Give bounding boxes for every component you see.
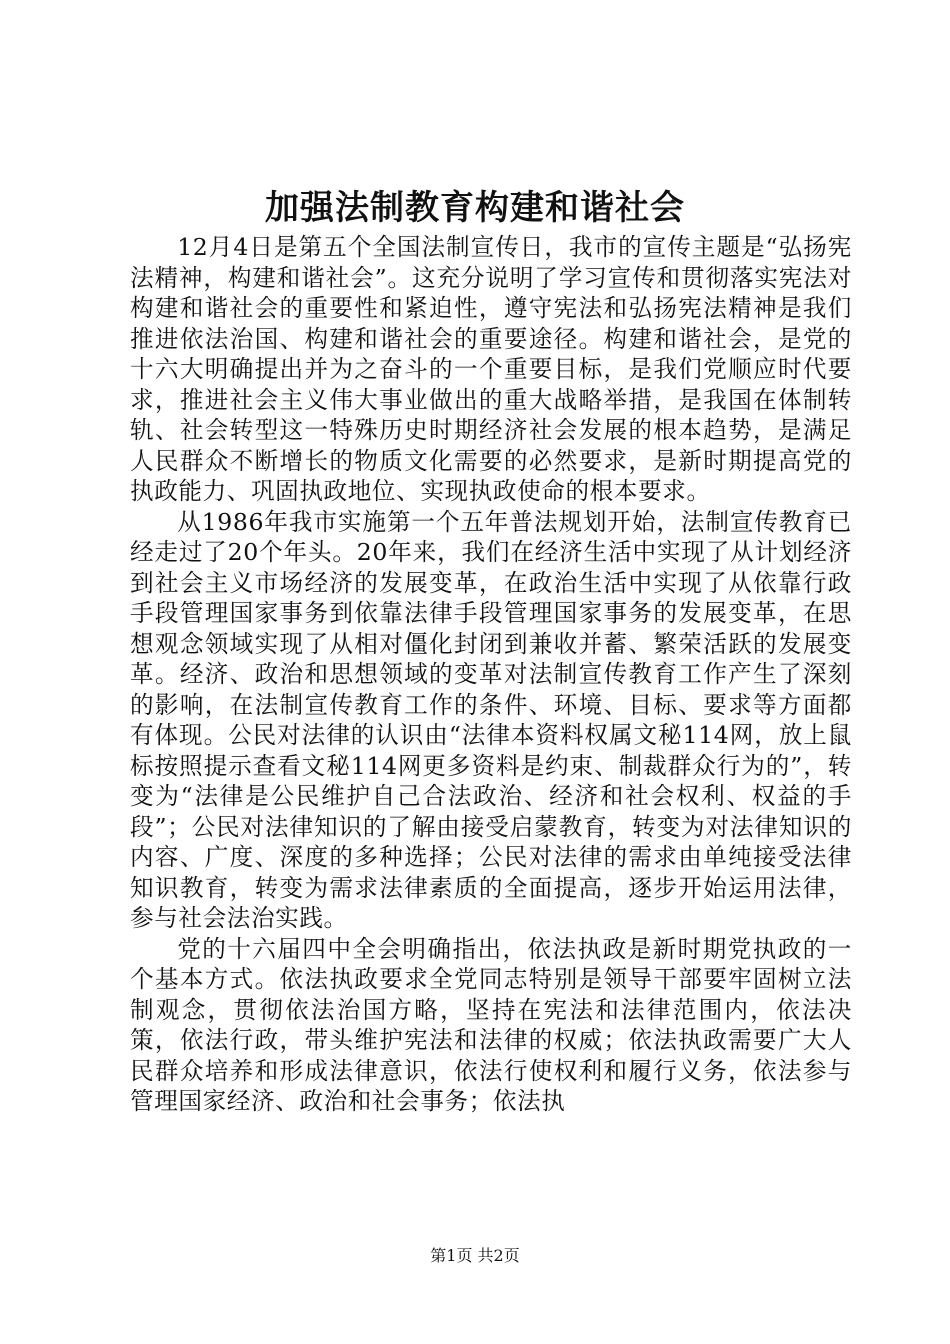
page-number-footer: 第1页 共2页 (430, 1246, 520, 1265)
paragraph-1: 12月4日是第五个全国法制宣传日，我市的宣传主题是“弘扬宪法精神，构建和谐社会”。这充分说明了学习宣传和贯彻落实宪法对构建和谐社会的重要性和紧迫性，遵守宪法和弘扬宪法精神是我们推进依法治国、构建和谐社会的重要途径。构建和谐社会，是党的十六大明确提出并为之奋斗的一个重要目标，是我们党顺应时代要求，推进社会主义伟大事业做出的重大战略举措，是我国在体制转轨、社会转型这一特殊历史时期经济社会发展的根本趋势，是满足人民群众不断增长的物质文化需要的必然要求，是新时期提高党的执政能力、巩固执政地位、实现执政使命的根本要求。 (130, 233, 852, 505)
paragraph-2: 从1986年我市实施第一个五年普法规划开始，法制宣传教育已经走过了20个年头。20年来，我们在经济生活中实现了从计划经济到社会主义市场经济的发展变革，在政治生活中实现了从依靠行政手段管理国家事务到依靠法律手段管理国家事务的发展变革，在思想观念领域实现了从相对僵化封闭到兼收并蓄、繁荣活跃的发展变革。经济、政治和思想领域的变革对法制宣传教育工作产生了深刻的影响，在法制宣传教育工作的条件、环境、目标、要求等方面都有体现。公民对法律的认识由“法律本资料权属文秘114网，放上鼠标按照提示查看文秘114网更多资料是约束、制裁群众行为的”，转变为“法律是公民维护自己合法政治、经济和社会权利、权益的手段”；公民对法律知识的了解由接受启蒙教育，转变为对法律知识的内容、广度、深度的多种选择；公民对法律的需求由单纯接受法律知识教育，转变为需求法律素质的全面提高，逐步开始运用法律，参与社会法治实践。 (130, 507, 852, 932)
paragraph-3: 党的十六届四中全会明确指出，依法执政是新时期党执政的一个基本方式。依法执政要求全党同志特别是领导干部要牢固树立法制观念，贯彻依法治国方略，坚持在宪法和法律范围内，依法决策，依法行政，带头维护宪法和法律的权威；依法执政需要广大人民群众培养和形成法律意识，依法行使权利和履行义务，依法参与管理国家经济、政治和社会事务；依法执 (130, 934, 852, 1115)
document-body (130, 232, 852, 1117)
document-title: 加强法制教育构建和谐社会 (265, 188, 685, 228)
